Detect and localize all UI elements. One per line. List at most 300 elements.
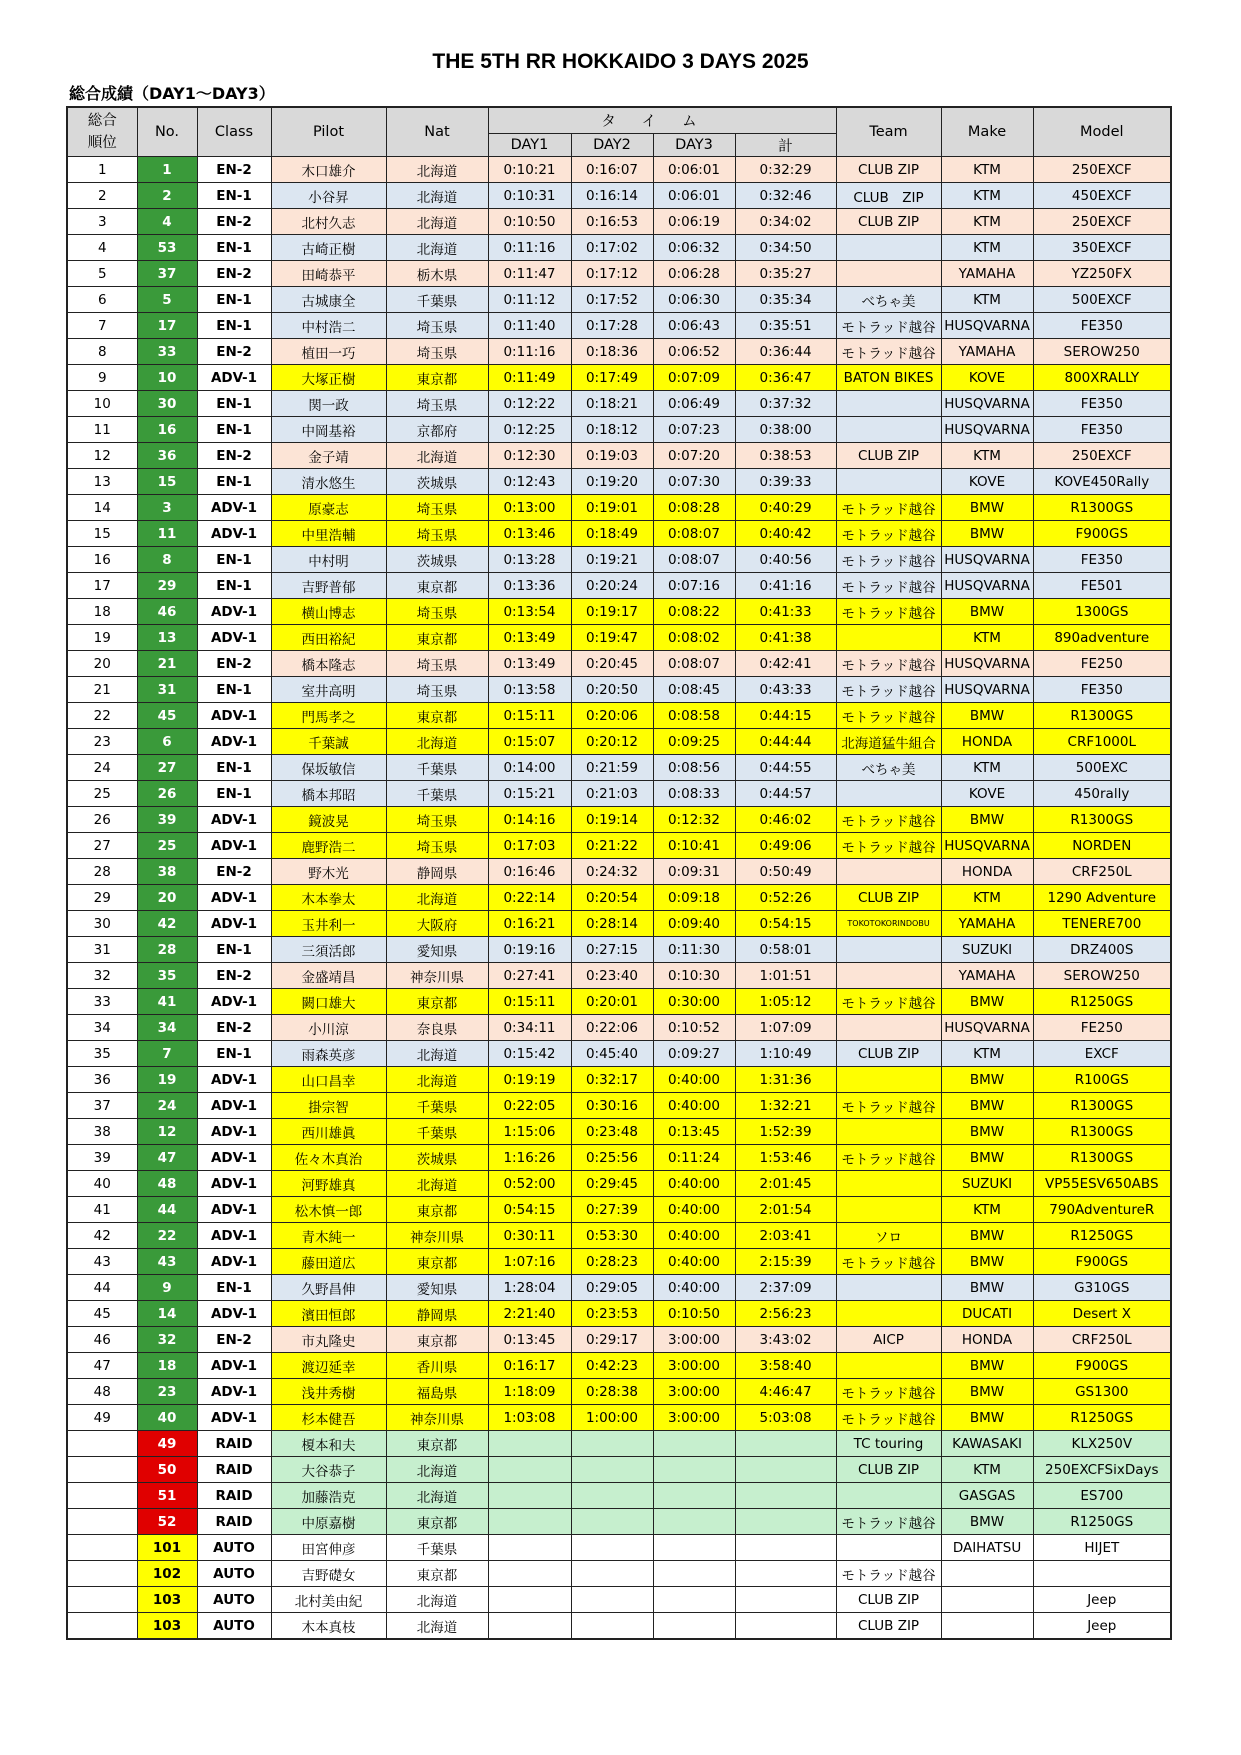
cell-day1: 0:13:46 bbox=[488, 521, 571, 547]
cell-class: ADV-1 bbox=[197, 1405, 271, 1431]
cell-rank: 34 bbox=[67, 1015, 137, 1041]
table-row bbox=[67, 1119, 1171, 1145]
cell-day2: 0:20:54 bbox=[571, 885, 653, 911]
cell-make: YAMAHA bbox=[941, 963, 1033, 989]
cell-make bbox=[941, 1587, 1033, 1613]
cell-team bbox=[836, 1275, 941, 1301]
cell-day1: 1:28:04 bbox=[488, 1275, 571, 1301]
cell-day2: 0:21:22 bbox=[571, 833, 653, 859]
cell-total: 1:52:39 bbox=[735, 1119, 836, 1145]
cell-day2: 0:19:03 bbox=[571, 443, 653, 469]
cell-rank: 31 bbox=[67, 937, 137, 963]
cell-no: 13 bbox=[137, 625, 197, 651]
cell-team: モトラッド越谷 bbox=[836, 573, 941, 599]
cell-team: モトラッド越谷 bbox=[836, 495, 941, 521]
cell-day3: 0:06:32 bbox=[653, 235, 735, 261]
cell-make: HONDA bbox=[941, 729, 1033, 755]
cell-no: 30 bbox=[137, 391, 197, 417]
cell-pilot: 小谷昇 bbox=[271, 183, 386, 209]
cell-day3: 0:08:07 bbox=[653, 651, 735, 677]
cell-nat: 北海道 bbox=[386, 1483, 488, 1509]
cell-class: EN-2 bbox=[197, 963, 271, 989]
cell-nat: 東京都 bbox=[386, 703, 488, 729]
cell-no: 2 bbox=[137, 183, 197, 209]
cell-team bbox=[836, 469, 941, 495]
cell-no: 46 bbox=[137, 599, 197, 625]
cell-nat: 神奈川県 bbox=[386, 1223, 488, 1249]
cell-class: RAID bbox=[197, 1431, 271, 1457]
cell-team: モトラッド越谷 bbox=[836, 1561, 941, 1587]
cell-total: 0:35:34 bbox=[735, 287, 836, 313]
cell-day1 bbox=[488, 1457, 571, 1483]
cell-day1: 0:12:30 bbox=[488, 443, 571, 469]
cell-day3: 0:08:45 bbox=[653, 677, 735, 703]
cell-model: 250EXCFSixDays bbox=[1033, 1457, 1171, 1483]
cell-day1 bbox=[488, 1613, 571, 1640]
cell-nat: 福島県 bbox=[386, 1379, 488, 1405]
cell-pilot: 橋本隆志 bbox=[271, 651, 386, 677]
cell-day3: 0:10:52 bbox=[653, 1015, 735, 1041]
cell-nat: 香川県 bbox=[386, 1353, 488, 1379]
cell-total: 1:10:49 bbox=[735, 1041, 836, 1067]
cell-total: 0:44:15 bbox=[735, 703, 836, 729]
cell-day3: 0:10:30 bbox=[653, 963, 735, 989]
cell-model: R1250GS bbox=[1033, 1509, 1171, 1535]
cell-day1 bbox=[488, 1431, 571, 1457]
cell-make: KOVE bbox=[941, 469, 1033, 495]
cell-class: EN-1 bbox=[197, 573, 271, 599]
cell-nat: 愛知県 bbox=[386, 937, 488, 963]
cell-make: HUSQVARNA bbox=[941, 313, 1033, 339]
cell-no: 21 bbox=[137, 651, 197, 677]
cell-nat: 埼玉県 bbox=[386, 599, 488, 625]
cell-total: 0:38:00 bbox=[735, 417, 836, 443]
cell-pilot: 松木慎一郎 bbox=[271, 1197, 386, 1223]
cell-day1: 0:15:07 bbox=[488, 729, 571, 755]
cell-day2: 0:19:14 bbox=[571, 807, 653, 833]
cell-day1: 0:15:42 bbox=[488, 1041, 571, 1067]
cell-day3: 3:00:00 bbox=[653, 1327, 735, 1353]
cell-total bbox=[735, 1561, 836, 1587]
cell-class: ADV-1 bbox=[197, 1119, 271, 1145]
cell-make: KTM bbox=[941, 1041, 1033, 1067]
cell-rank bbox=[67, 1483, 137, 1509]
cell-make: BMW bbox=[941, 1093, 1033, 1119]
table-row bbox=[67, 157, 1171, 183]
cell-pilot: 加藤浩克 bbox=[271, 1483, 386, 1509]
cell-total bbox=[735, 1587, 836, 1613]
cell-total: 0:44:44 bbox=[735, 729, 836, 755]
cell-make: BMW bbox=[941, 1353, 1033, 1379]
cell-team bbox=[836, 781, 941, 807]
cell-pilot: 杉本健吾 bbox=[271, 1405, 386, 1431]
header-time-group: タイム bbox=[488, 107, 836, 134]
table-row bbox=[67, 1405, 1171, 1431]
cell-no: 53 bbox=[137, 235, 197, 261]
cell-nat: 北海道 bbox=[386, 1171, 488, 1197]
table-header bbox=[67, 107, 1171, 157]
cell-day3 bbox=[653, 1561, 735, 1587]
cell-no: 101 bbox=[137, 1535, 197, 1561]
cell-nat: 茨城県 bbox=[386, 547, 488, 573]
cell-make: BMW bbox=[941, 1223, 1033, 1249]
cell-model: 500EXCF bbox=[1033, 287, 1171, 313]
cell-make: SUZUKI bbox=[941, 937, 1033, 963]
cell-day1: 0:19:19 bbox=[488, 1067, 571, 1093]
cell-make: HONDA bbox=[941, 1327, 1033, 1353]
cell-nat: 奈良県 bbox=[386, 1015, 488, 1041]
table-row bbox=[67, 1535, 1171, 1561]
cell-rank: 38 bbox=[67, 1119, 137, 1145]
cell-team: モトラッド越谷 bbox=[836, 989, 941, 1015]
cell-rank: 7 bbox=[67, 313, 137, 339]
cell-make: HUSQVARNA bbox=[941, 417, 1033, 443]
cell-day2: 0:30:16 bbox=[571, 1093, 653, 1119]
cell-pilot: 横山博志 bbox=[271, 599, 386, 625]
cell-pilot: 保坂敏信 bbox=[271, 755, 386, 781]
cell-pilot: 田宮伸彦 bbox=[271, 1535, 386, 1561]
cell-day1: 0:13:36 bbox=[488, 573, 571, 599]
cell-no: 34 bbox=[137, 1015, 197, 1041]
cell-day1: 0:12:25 bbox=[488, 417, 571, 443]
cell-model: R1300GS bbox=[1033, 807, 1171, 833]
cell-model: FE250 bbox=[1033, 651, 1171, 677]
cell-nat: 北海道 bbox=[386, 1067, 488, 1093]
cell-total: 0:44:55 bbox=[735, 755, 836, 781]
cell-day3: 0:06:52 bbox=[653, 339, 735, 365]
cell-class: ADV-1 bbox=[197, 599, 271, 625]
cell-total: 2:37:09 bbox=[735, 1275, 836, 1301]
cell-pilot: 橋本邦昭 bbox=[271, 781, 386, 807]
cell-day3 bbox=[653, 1587, 735, 1613]
document-title: THE 5TH RR HOKKAIDO 3 DAYS 2025 bbox=[432, 50, 809, 73]
cell-class: RAID bbox=[197, 1483, 271, 1509]
cell-day3: 3:00:00 bbox=[653, 1405, 735, 1431]
cell-rank bbox=[67, 1561, 137, 1587]
cell-day2 bbox=[571, 1457, 653, 1483]
cell-rank bbox=[67, 1535, 137, 1561]
cell-no: 11 bbox=[137, 521, 197, 547]
cell-rank bbox=[67, 1431, 137, 1457]
cell-make: HUSQVARNA bbox=[941, 1015, 1033, 1041]
cell-day3 bbox=[653, 1431, 735, 1457]
cell-day1: 0:16:46 bbox=[488, 859, 571, 885]
table-row bbox=[67, 833, 1171, 859]
cell-total: 1:07:09 bbox=[735, 1015, 836, 1041]
cell-team: TC touring bbox=[836, 1431, 941, 1457]
cell-rank: 43 bbox=[67, 1249, 137, 1275]
cell-day3: 0:06:43 bbox=[653, 313, 735, 339]
cell-nat: 北海道 bbox=[386, 209, 488, 235]
cell-team: モトラッド越谷 bbox=[836, 1093, 941, 1119]
cell-day2: 1:00:00 bbox=[571, 1405, 653, 1431]
cell-nat: 埼玉県 bbox=[386, 807, 488, 833]
cell-rank: 21 bbox=[67, 677, 137, 703]
cell-team bbox=[836, 1119, 941, 1145]
cell-day2: 0:19:21 bbox=[571, 547, 653, 573]
cell-total: 0:34:02 bbox=[735, 209, 836, 235]
cell-class: ADV-1 bbox=[197, 1171, 271, 1197]
cell-class: ADV-1 bbox=[197, 807, 271, 833]
cell-nat: 千葉県 bbox=[386, 1119, 488, 1145]
cell-model: ES700 bbox=[1033, 1483, 1171, 1509]
cell-rank: 3 bbox=[67, 209, 137, 235]
cell-pilot: 佐々木真治 bbox=[271, 1145, 386, 1171]
table-row bbox=[67, 1457, 1171, 1483]
cell-class: EN-2 bbox=[197, 339, 271, 365]
cell-make: HUSQVARNA bbox=[941, 547, 1033, 573]
cell-rank: 10 bbox=[67, 391, 137, 417]
header-rank-line1: 総合 bbox=[87, 113, 117, 129]
cell-model bbox=[1033, 1561, 1171, 1587]
cell-total: 3:58:40 bbox=[735, 1353, 836, 1379]
cell-pilot: 藤田道広 bbox=[271, 1249, 386, 1275]
cell-make: BMW bbox=[941, 1379, 1033, 1405]
cell-model: KLX250V bbox=[1033, 1431, 1171, 1457]
cell-rank: 9 bbox=[67, 365, 137, 391]
cell-team bbox=[836, 1301, 941, 1327]
cell-model: Jeep bbox=[1033, 1613, 1171, 1640]
cell-model: FE350 bbox=[1033, 547, 1171, 573]
header-no: No. bbox=[137, 107, 197, 157]
table-row bbox=[67, 885, 1171, 911]
cell-rank: 44 bbox=[67, 1275, 137, 1301]
cell-nat: 神奈川県 bbox=[386, 1405, 488, 1431]
table-row bbox=[67, 1197, 1171, 1223]
cell-make: BMW bbox=[941, 1249, 1033, 1275]
cell-day3: 0:08:22 bbox=[653, 599, 735, 625]
table-row bbox=[67, 261, 1171, 287]
cell-model: FE350 bbox=[1033, 677, 1171, 703]
cell-make: DUCATI bbox=[941, 1301, 1033, 1327]
cell-pilot: 千葉誠 bbox=[271, 729, 386, 755]
cell-class: EN-2 bbox=[197, 1015, 271, 1041]
table-row bbox=[67, 1249, 1171, 1275]
cell-make: BMW bbox=[941, 703, 1033, 729]
cell-day3: 0:40:00 bbox=[653, 1093, 735, 1119]
cell-pilot: 野木光 bbox=[271, 859, 386, 885]
cell-total: 4:46:47 bbox=[735, 1379, 836, 1405]
cell-no: 10 bbox=[137, 365, 197, 391]
cell-model: HIJET bbox=[1033, 1535, 1171, 1561]
cell-rank: 18 bbox=[67, 599, 137, 625]
cell-model: 1300GS bbox=[1033, 599, 1171, 625]
table-row bbox=[67, 469, 1171, 495]
cell-team: ソロ bbox=[836, 1223, 941, 1249]
cell-no: 38 bbox=[137, 859, 197, 885]
cell-nat: 東京都 bbox=[386, 1249, 488, 1275]
table-row bbox=[67, 729, 1171, 755]
cell-total bbox=[735, 1483, 836, 1509]
cell-rank: 1 bbox=[67, 157, 137, 183]
cell-nat: 茨城県 bbox=[386, 469, 488, 495]
cell-total: 0:54:15 bbox=[735, 911, 836, 937]
cell-total: 0:49:06 bbox=[735, 833, 836, 859]
cell-make: BMW bbox=[941, 1145, 1033, 1171]
table-row bbox=[67, 1587, 1171, 1613]
table-row bbox=[67, 1613, 1171, 1640]
cell-day3: 0:07:09 bbox=[653, 365, 735, 391]
cell-pilot: 鏡波晃 bbox=[271, 807, 386, 833]
cell-model: 800XRALLY bbox=[1033, 365, 1171, 391]
cell-team: モトラッド越谷 bbox=[836, 313, 941, 339]
cell-rank: 32 bbox=[67, 963, 137, 989]
cell-make: BMW bbox=[941, 1275, 1033, 1301]
cell-team: モトラッド越谷 bbox=[836, 807, 941, 833]
cell-day3: 0:11:30 bbox=[653, 937, 735, 963]
cell-team bbox=[836, 1197, 941, 1223]
cell-pilot: 中原嘉樹 bbox=[271, 1509, 386, 1535]
cell-nat: 埼玉県 bbox=[386, 495, 488, 521]
cell-day3: 3:00:00 bbox=[653, 1353, 735, 1379]
cell-no: 37 bbox=[137, 261, 197, 287]
cell-no: 103 bbox=[137, 1587, 197, 1613]
cell-team: モトラッド越谷 bbox=[836, 833, 941, 859]
table-row bbox=[67, 677, 1171, 703]
cell-model: F900GS bbox=[1033, 1353, 1171, 1379]
cell-make: HONDA bbox=[941, 859, 1033, 885]
cell-no: 19 bbox=[137, 1067, 197, 1093]
cell-day2: 0:24:32 bbox=[571, 859, 653, 885]
cell-no: 33 bbox=[137, 339, 197, 365]
table-row bbox=[67, 495, 1171, 521]
cell-no: 50 bbox=[137, 1457, 197, 1483]
cell-team bbox=[836, 235, 941, 261]
cell-make: BMW bbox=[941, 989, 1033, 1015]
cell-day1: 0:22:05 bbox=[488, 1093, 571, 1119]
cell-total: 0:41:16 bbox=[735, 573, 836, 599]
table-row bbox=[67, 365, 1171, 391]
cell-pilot: 吉野普郁 bbox=[271, 573, 386, 599]
cell-no: 45 bbox=[137, 703, 197, 729]
cell-day1: 0:15:21 bbox=[488, 781, 571, 807]
cell-day2: 0:20:45 bbox=[571, 651, 653, 677]
cell-rank: 30 bbox=[67, 911, 137, 937]
cell-make: KTM bbox=[941, 885, 1033, 911]
cell-model: 450rally bbox=[1033, 781, 1171, 807]
cell-day2 bbox=[571, 1509, 653, 1535]
cell-make: KTM bbox=[941, 443, 1033, 469]
table-row bbox=[67, 1275, 1171, 1301]
cell-pilot: 北村久志 bbox=[271, 209, 386, 235]
cell-pilot: 古城康全 bbox=[271, 287, 386, 313]
cell-no: 1 bbox=[137, 157, 197, 183]
table-row bbox=[67, 911, 1171, 937]
cell-class: EN-2 bbox=[197, 209, 271, 235]
cell-team bbox=[836, 1353, 941, 1379]
cell-nat: 千葉県 bbox=[386, 1093, 488, 1119]
cell-model: 350EXCF bbox=[1033, 235, 1171, 261]
cell-rank: 11 bbox=[67, 417, 137, 443]
cell-pilot: 掛宗智 bbox=[271, 1093, 386, 1119]
table-row bbox=[67, 1353, 1171, 1379]
cell-nat: 千葉県 bbox=[386, 1535, 488, 1561]
cell-day3: 0:09:18 bbox=[653, 885, 735, 911]
cell-pilot: 久野昌伸 bbox=[271, 1275, 386, 1301]
cell-rank: 29 bbox=[67, 885, 137, 911]
table-row bbox=[67, 209, 1171, 235]
cell-model: CRF250L bbox=[1033, 859, 1171, 885]
cell-total: 5:03:08 bbox=[735, 1405, 836, 1431]
cell-nat: 東京都 bbox=[386, 1327, 488, 1353]
cell-day3: 3:00:00 bbox=[653, 1379, 735, 1405]
cell-rank bbox=[67, 1509, 137, 1535]
cell-team: モトラッド越谷 bbox=[836, 651, 941, 677]
cell-pilot: 古崎正樹 bbox=[271, 235, 386, 261]
cell-no: 24 bbox=[137, 1093, 197, 1119]
cell-rank bbox=[67, 1457, 137, 1483]
cell-rank: 47 bbox=[67, 1353, 137, 1379]
cell-day1: 0:11:49 bbox=[488, 365, 571, 391]
cell-day2: 0:19:20 bbox=[571, 469, 653, 495]
cell-class: EN-1 bbox=[197, 937, 271, 963]
cell-pilot: 関一政 bbox=[271, 391, 386, 417]
cell-class: EN-1 bbox=[197, 781, 271, 807]
cell-no: 48 bbox=[137, 1171, 197, 1197]
cell-class: ADV-1 bbox=[197, 885, 271, 911]
table-row bbox=[67, 1431, 1171, 1457]
cell-rank: 35 bbox=[67, 1041, 137, 1067]
cell-day1: 1:07:16 bbox=[488, 1249, 571, 1275]
cell-day1: 0:14:00 bbox=[488, 755, 571, 781]
cell-pilot: 山口昌幸 bbox=[271, 1067, 386, 1093]
cell-total: 0:41:38 bbox=[735, 625, 836, 651]
cell-day3: 0:07:16 bbox=[653, 573, 735, 599]
cell-rank: 15 bbox=[67, 521, 137, 547]
cell-total: 0:38:53 bbox=[735, 443, 836, 469]
cell-day2: 0:21:03 bbox=[571, 781, 653, 807]
cell-no: 102 bbox=[137, 1561, 197, 1587]
cell-class: ADV-1 bbox=[197, 1223, 271, 1249]
cell-total bbox=[735, 1457, 836, 1483]
cell-day1: 0:54:15 bbox=[488, 1197, 571, 1223]
cell-team: CLUB ZIP bbox=[836, 1613, 941, 1640]
cell-rank: 23 bbox=[67, 729, 137, 755]
header-nat: Nat bbox=[386, 107, 488, 157]
table-row bbox=[67, 1483, 1171, 1509]
cell-make: KTM bbox=[941, 183, 1033, 209]
cell-team: CLUB ZIP bbox=[836, 1041, 941, 1067]
cell-team: CLUB ZIP bbox=[836, 157, 941, 183]
cell-nat: 愛知県 bbox=[386, 1275, 488, 1301]
cell-rank: 14 bbox=[67, 495, 137, 521]
cell-class: EN-2 bbox=[197, 859, 271, 885]
cell-pilot: 大塚正樹 bbox=[271, 365, 386, 391]
table-row bbox=[67, 781, 1171, 807]
cell-rank: 45 bbox=[67, 1301, 137, 1327]
cell-day2: 0:27:15 bbox=[571, 937, 653, 963]
cell-rank: 5 bbox=[67, 261, 137, 287]
cell-make: SUZUKI bbox=[941, 1171, 1033, 1197]
cell-nat: 埼玉県 bbox=[386, 391, 488, 417]
cell-total: 1:31:36 bbox=[735, 1067, 836, 1093]
cell-model: R1250GS bbox=[1033, 1405, 1171, 1431]
cell-pilot: 浅井秀樹 bbox=[271, 1379, 386, 1405]
cell-day1: 1:18:09 bbox=[488, 1379, 571, 1405]
cell-day3: 0:08:02 bbox=[653, 625, 735, 651]
cell-make: GASGAS bbox=[941, 1483, 1033, 1509]
cell-make: BMW bbox=[941, 599, 1033, 625]
cell-total: 0:32:46 bbox=[735, 183, 836, 209]
cell-class: EN-1 bbox=[197, 417, 271, 443]
cell-rank: 8 bbox=[67, 339, 137, 365]
cell-total: 0:58:01 bbox=[735, 937, 836, 963]
cell-team: CLUB ZIP bbox=[836, 443, 941, 469]
cell-class: RAID bbox=[197, 1457, 271, 1483]
cell-total: 1:01:51 bbox=[735, 963, 836, 989]
cell-class: EN-2 bbox=[197, 157, 271, 183]
table-row bbox=[67, 1093, 1171, 1119]
